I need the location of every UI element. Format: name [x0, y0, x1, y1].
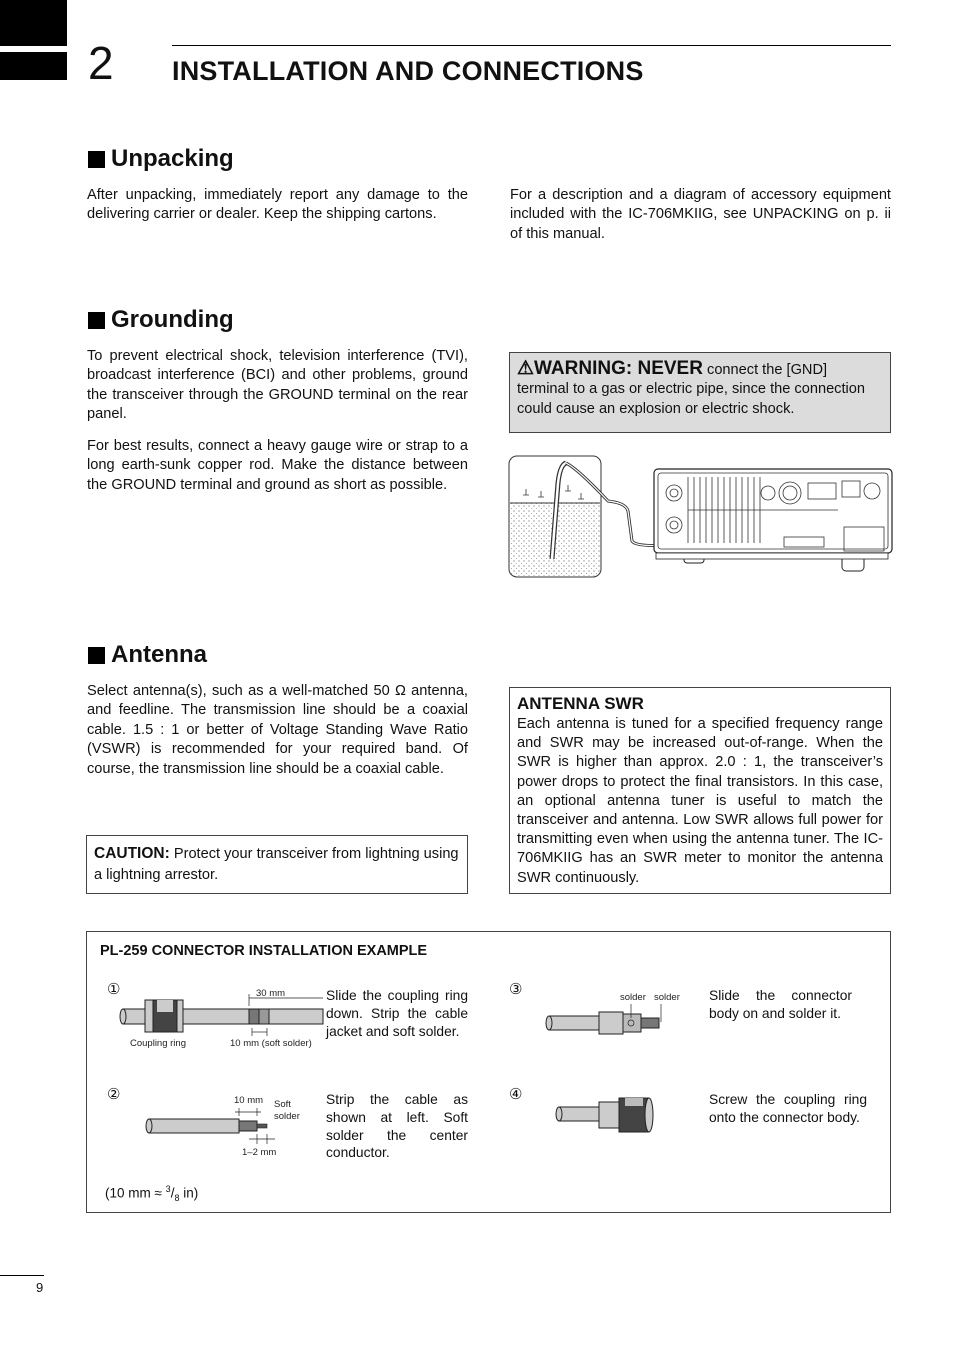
step-3-solder-1: solder [620, 992, 646, 1003]
warning-icon: ⚠ [517, 358, 535, 379]
page-number: 9 [36, 1280, 44, 1295]
antenna-swr-text: Each antenna is tuned for a specified frequency range and SWR may be increased out-of-range. When the SWR is higher than approx. 2.0 : 1, the transceiver’s power drops to protect the final transistors. In this case, an optional antenna tuner is useful to match the transceiver and antenna. Low SWR allows full power for transmitting even when using the antenna tuner. The IC-706MKIIG has an SWR meter to monitor the antenna SWR continuously. [517, 716, 883, 886]
unpacking-left-text: After unpacking, immediately report any damage to the delivering carrier or dealer. Keep the shipping cartons. [87, 187, 468, 223]
grounding-para-2: For best results, connect a heavy gauge wire or strap to a long earth-sunk copper rod. Make the distance between the GROUND terminal and ground as short as possible. [87, 438, 468, 493]
step-2-number: ② [107, 1086, 121, 1103]
step-1-label-right: 10 mm (soft solder) [230, 1038, 312, 1049]
chapter-tab-line [0, 46, 67, 52]
caution-label: CAUTION: [94, 845, 170, 862]
antenna-swr-box [509, 687, 891, 894]
warning-box [509, 352, 891, 433]
chapter-number: 2 [88, 37, 114, 89]
conversion-note-suffix: in) [179, 1185, 199, 1201]
conversion-note-prefix: (10 mm ≈ [105, 1185, 166, 1201]
step-2-soft-1: Soft [274, 1099, 291, 1110]
step-2-dim-top: 10 mm [234, 1095, 264, 1106]
step-2-soft-2: solder [274, 1111, 300, 1122]
antenna-heading [88, 641, 207, 669]
step-1-text: Slide the coupling ring down. Strip the cable jacket and soft solder. [326, 988, 468, 1039]
step-2-dim-bottom: 1–2 mm [242, 1147, 277, 1158]
square-bullet-icon [88, 647, 105, 664]
step-3-text: Slide the connector body on and solder it. [709, 988, 852, 1021]
step-4-text: Screw the coupling ring onto the connector body. [709, 1092, 867, 1125]
chapter-rule [172, 45, 891, 46]
step-4-diagram [555, 1094, 665, 1139]
step-1-diagram [115, 986, 320, 1046]
antenna-swr-title: ANTENNA SWR [517, 694, 644, 713]
chapter-title: INSTALLATION AND CONNECTIONS [172, 56, 644, 86]
page-number-rule [0, 1275, 44, 1276]
grounding-para-1: To prevent electrical shock, television interference (TVI), broadcast interference (BCI) and other problems, ground the transceiver through the GROUND terminal on the rear panel. [87, 348, 468, 423]
warning-content [517, 359, 883, 419]
antenna-para: Select antenna(s), such as a well-matched 50 Ω antenna, and feedline. The transmission line should be a coaxial cable. 1.5 : 1 or better of Voltage Standing Wave Ratio (VSWR) is recommended for your required band. Of course, the transmission line should be a coaxial cable. [87, 683, 468, 777]
square-bullet-icon [88, 312, 105, 329]
chapter-tab [0, 0, 67, 80]
grounding-heading-text: Grounding [111, 306, 234, 333]
pl259-title: PL-259 CONNECTOR INSTALLATION EXAMPLE [100, 943, 428, 959]
conversion-note-denominator: 8 [174, 1193, 180, 1204]
grounding-illustration [508, 455, 894, 580]
step-1-dim-top: 30 mm [256, 988, 286, 999]
caution-box [86, 835, 468, 894]
unpacking-heading [88, 145, 234, 173]
grounding-heading [88, 306, 234, 334]
step-1-label-left: Coupling ring [130, 1038, 186, 1049]
pl259-box [86, 931, 891, 1213]
caution-text: Protect your transceiver from lightning using a lightning arrestor. [94, 846, 459, 883]
square-bullet-icon [88, 151, 105, 168]
antenna-heading-text: Antenna [111, 641, 207, 668]
caution-content [94, 843, 460, 886]
step-4-number: ④ [509, 1086, 523, 1103]
step-2-text: Strip the cable as shown at left. Soft solder the center conductor. [326, 1092, 468, 1161]
conversion-note: (10 mm ≈ $^3/_8$ in) [105, 1184, 199, 1204]
step-1-number: ① [107, 981, 121, 998]
conversion-note-numerator: 3 [165, 1184, 171, 1194]
unpacking-right-text: For a description and a diagram of accessory equipment included with the IC-706MKIIG, see UNPACKING on p. ii of this manual. [510, 187, 891, 242]
step-3-diagram [545, 1000, 670, 1040]
warning-label: WARNING: NEVER [534, 358, 703, 379]
step-3-number: ③ [509, 981, 523, 998]
warning-text: connect the [GND] terminal to a gas or electric pipe, since the connection could cause an explosion or electric shock. [517, 362, 866, 417]
unpacking-heading-text: Unpacking [111, 145, 234, 172]
step-3-solder-2: solder [654, 992, 680, 1003]
